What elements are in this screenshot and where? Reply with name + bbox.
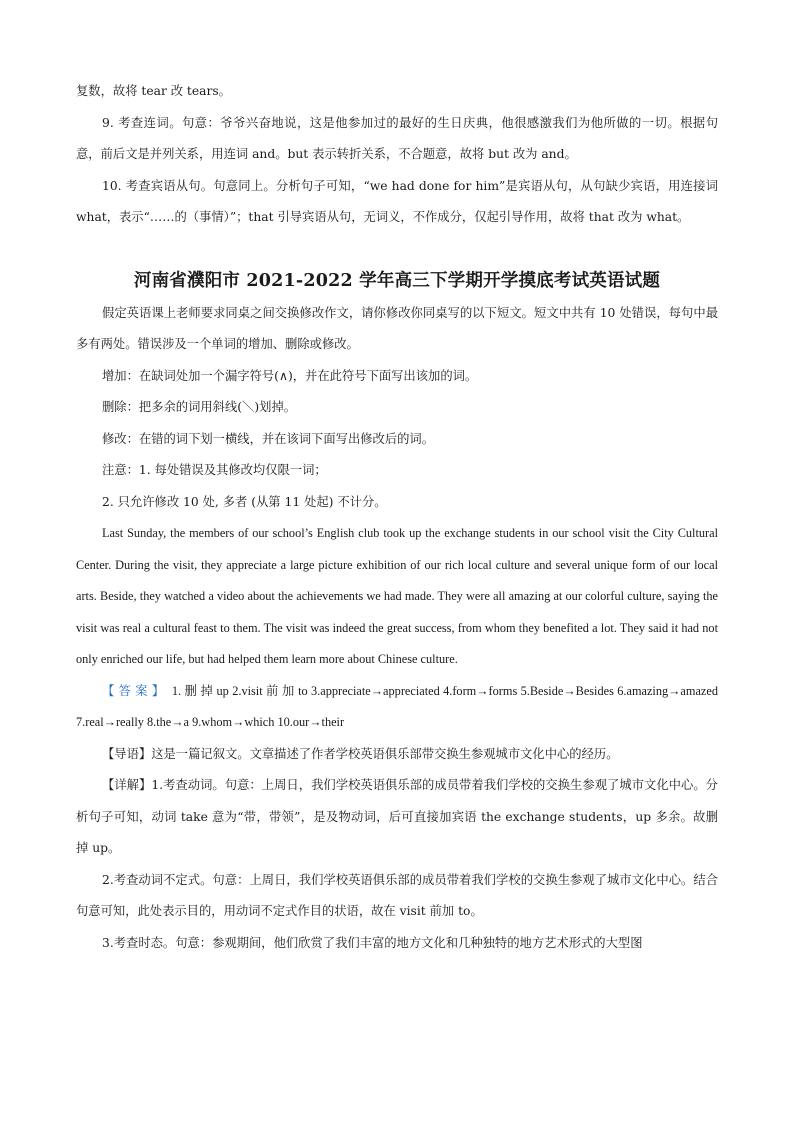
detail-paragraph-1 bbox=[76, 770, 718, 865]
answer-paragraph bbox=[76, 676, 718, 739]
instruction-delete: 删除：把多余的词用斜线(＼)划掉。 bbox=[102, 400, 297, 414]
detail-paragraph-2: 2.考查动词不定式。句意：上周日，我们学校英语俱乐部的成员带着我们学校的交换生参观了城市文化中心。结合句意可知，此处表示目的，用动词不定式作目的状语，故在 visit 前加 to。 bbox=[76, 872, 718, 918]
instruction-add: 增加：在缺词处加一个漏字符号(∧)，并在此符号下面写出该加的词。 bbox=[102, 368, 478, 383]
exam-title: 河南省濮阳市 2021-2022 学年高三下学期开学摸底考试英语试题 bbox=[133, 270, 661, 291]
page-content bbox=[76, 76, 718, 959]
detail-text-1: 1.考查动词。句意：上周日，我们学校英语俱乐部的成员带着我们学校的交换生参观了城市文化中心。分析句子可知，动词 take 意为“带，带领”，是及物动词，后可直接加宾语 the exchange students，up 多余。故删掉 up。 bbox=[76, 778, 718, 855]
passage-text: Last Sunday, the members of our school’s English club took up the exchange students in our school visit the City Cultural Center. During the visit, they appreciate a large picture exhibition of our rich local culture and several unique form of our local arts. Beside, they watched a video about the achievements we had made. They were all amazing at our colorful culture, saying the visit was real a cultural feast to them. The visit was indeed the great success, from whom they benefited a lot. They said it had not only enriched our life, but had helped them learn more about Chinese culture. bbox=[76, 526, 718, 666]
instruction-intro: 假定英语课上老师要求同桌之间交换修改作文，请你修改你同桌写的以下短文。短文中共有 10 处错误，每句中最多有两处。错误涉及一个单词的增加、删除或修改。 bbox=[76, 305, 718, 351]
instruction-modify: 修改：在错的词下划一横线，并在该词下面写出修改后的词。 bbox=[102, 431, 435, 446]
answer-text: 1. 删 掉 up 2.visit 前 加 to 3.appreciate→appreciated 4.form→forms 5.Beside→Besides 6.amazing→amazed 7.real→really 8.the→a 9.whom→which 10.our→their bbox=[76, 683, 718, 729]
detail-paragraph-3: 3.考查时态。句意：参观期间，他们欣赏了我们丰富的地方文化和几种独特的地方艺术形式的大型图 bbox=[102, 935, 643, 950]
explanation-item-9: 9. 考查连词。句意：爷爷兴奋地说，这是他参加过的最好的生日庆典，他很感激我们为他所做的一切。根据句意，前后文是并列关系，用连词 and。but 表示转折关系，不合题意，故将 but 改为 and。 bbox=[76, 115, 718, 161]
continued-line: 复数，故将 tear 改 tears。 bbox=[76, 84, 231, 98]
explanation-item-10: 10. 考查宾语从句。句意同上。分析句子可知，“we had done for him”是宾语从句，从句缺少宾语，用连接词 what，表示“……的（事情）”；that 引导宾语从句，无词义，不作成分，仅起引导作用，故将 that 改为 what。 bbox=[76, 178, 718, 224]
instruction-note-2: 2. 只允许修改 10 处, 多者 (从第 11 处起) 不计分。 bbox=[102, 494, 387, 509]
instruction-note-1: 注意：1. 每处错误及其修改均仅限一词； bbox=[102, 463, 327, 477]
detail-label: 【详解】 bbox=[102, 778, 152, 792]
guide-label: 【导语】 bbox=[102, 746, 152, 761]
section-spacer bbox=[76, 234, 718, 246]
guide-paragraph bbox=[76, 739, 718, 771]
guide-text: 这是一篇记叙文。文章描述了作者学校英语俱乐部带交换生参观城市文化中心的经历。 bbox=[151, 746, 619, 761]
answer-label: 【答案】 bbox=[102, 683, 169, 698]
